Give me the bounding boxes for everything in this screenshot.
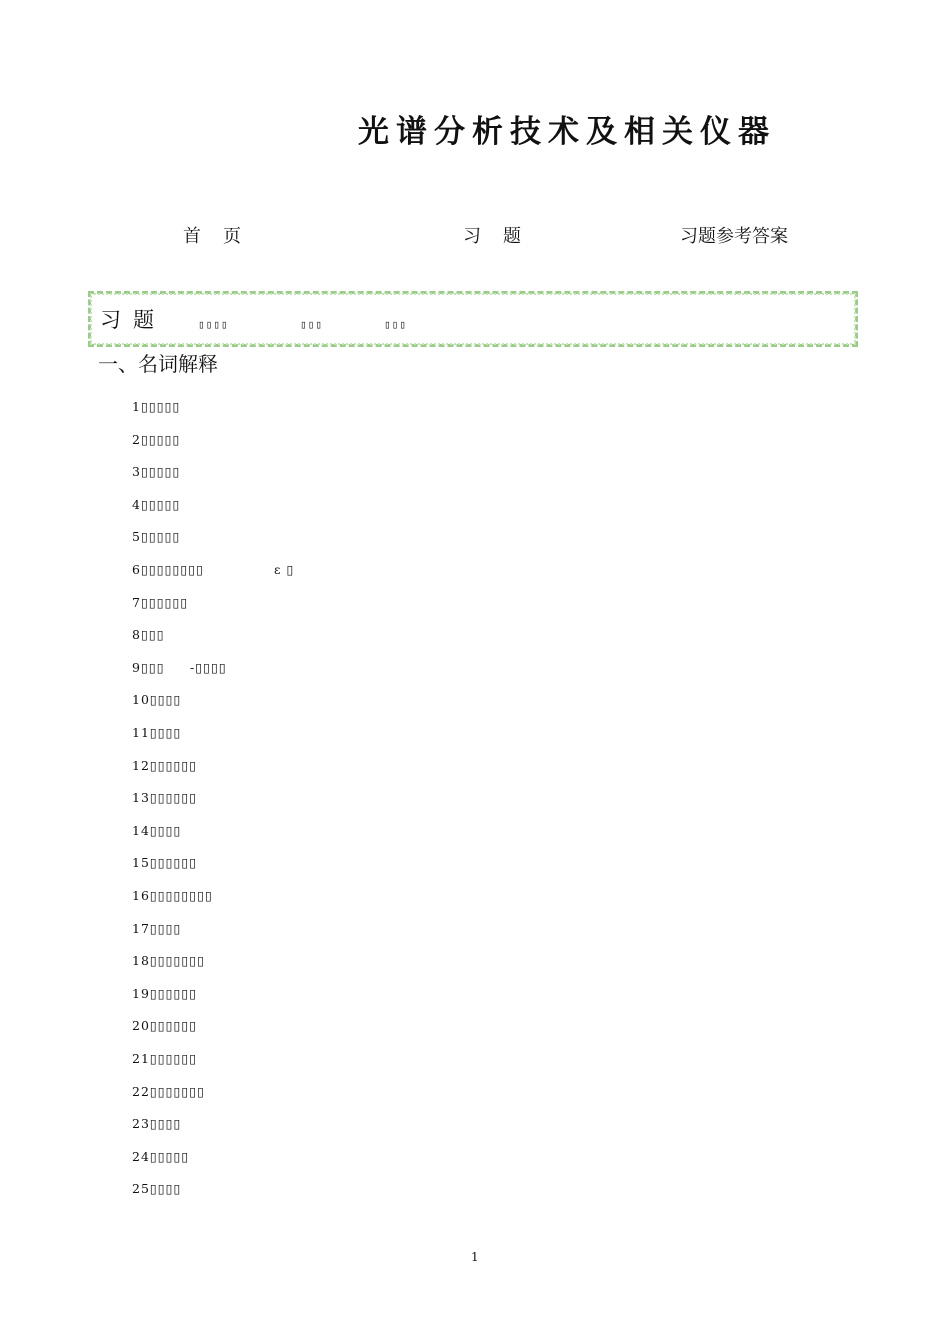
term-item (132, 986, 197, 1001)
term-item (132, 790, 197, 805)
term-item-symbol: ε ▯ (274, 562, 295, 577)
exercise-link-2[interactable]: ▯▯▯ (300, 318, 323, 331)
term-item-suffix: -▯▯▯▯ (190, 659, 227, 675)
term-item-text: 17▯▯▯▯ (132, 920, 182, 936)
term-item-text: 11▯▯▯▯ (132, 725, 182, 740)
term-item-text: 21▯▯▯▯▯▯ (132, 1051, 198, 1066)
nav-link-answers[interactable]: 习题参考答案 (680, 226, 788, 247)
term-item-text: 2▯▯▯▯▯ (132, 431, 181, 447)
term-item (132, 497, 180, 512)
term-item-text: 24▯▯▯▯▯ (132, 1148, 190, 1164)
term-item-text: 23▯▯▯▯ (132, 1116, 182, 1132)
term-item (132, 1181, 181, 1196)
exercise-header-title: 习题 (100, 308, 166, 332)
term-item (132, 432, 180, 447)
page-title: 光谱分析技术及相关仪器 (358, 114, 776, 150)
term-item (132, 758, 197, 773)
section-heading: 一、名词解释 (98, 352, 218, 376)
term-item-text: 3▯▯▯▯▯ (132, 464, 181, 480)
term-item (132, 562, 295, 577)
term-item-text: 18▯▯▯▯▯▯▯ (132, 953, 206, 969)
term-item-text: 13▯▯▯▯▯▯ (132, 790, 198, 806)
term-item-text: 25▯▯▯▯ (132, 1181, 182, 1197)
term-item-text: 7▯▯▯▯▯▯ (132, 594, 189, 610)
term-item-text: 10▯▯▯▯ (132, 692, 182, 708)
term-item (132, 1116, 181, 1131)
term-item-text: 15▯▯▯▯▯▯ (132, 855, 198, 871)
term-item (132, 953, 205, 968)
term-item (132, 627, 165, 642)
term-item-text: 5▯▯▯▯▯ (132, 529, 181, 545)
term-item (132, 725, 181, 740)
term-item (132, 595, 188, 610)
term-item (132, 888, 213, 903)
term-item-text: 4▯▯▯▯▯ (132, 496, 181, 512)
term-item-text: 1▯▯▯▯▯ (132, 399, 181, 414)
term-item-text: 20▯▯▯▯▯▯ (132, 1018, 198, 1034)
term-item-text: 8▯▯▯ (132, 627, 165, 643)
exercise-link-1[interactable]: ▯▯▯▯ (198, 318, 229, 331)
term-item-text: 9▯▯▯ (132, 659, 165, 675)
nav-link-home[interactable]: 首页 (183, 226, 263, 247)
term-item-text: 16▯▯▯▯▯▯▯▯ (132, 888, 213, 903)
term-item-text: 6▯▯▯▯▯▯▯▯ (132, 562, 204, 577)
nav-link-exercises[interactable]: 习题 (463, 226, 543, 247)
term-item (132, 399, 180, 414)
term-item (132, 855, 197, 870)
term-item-text: 12▯▯▯▯▯▯ (132, 757, 198, 773)
term-item-text: 22▯▯▯▯▯▯▯ (132, 1083, 206, 1099)
term-item (132, 659, 227, 675)
term-item (132, 1018, 197, 1033)
term-item (132, 1149, 189, 1164)
term-item (132, 823, 181, 838)
term-item-text: 14▯▯▯▯ (132, 822, 182, 838)
exercise-link-3[interactable]: ▯▯▯ (384, 318, 407, 331)
term-item (132, 921, 181, 936)
term-item (132, 692, 181, 707)
term-item (132, 464, 180, 479)
term-item-text: 19▯▯▯▯▯▯ (132, 985, 198, 1001)
term-item (132, 529, 180, 544)
page-number: 1 (471, 1250, 479, 1264)
term-item (132, 1051, 197, 1066)
term-item (132, 1084, 205, 1099)
